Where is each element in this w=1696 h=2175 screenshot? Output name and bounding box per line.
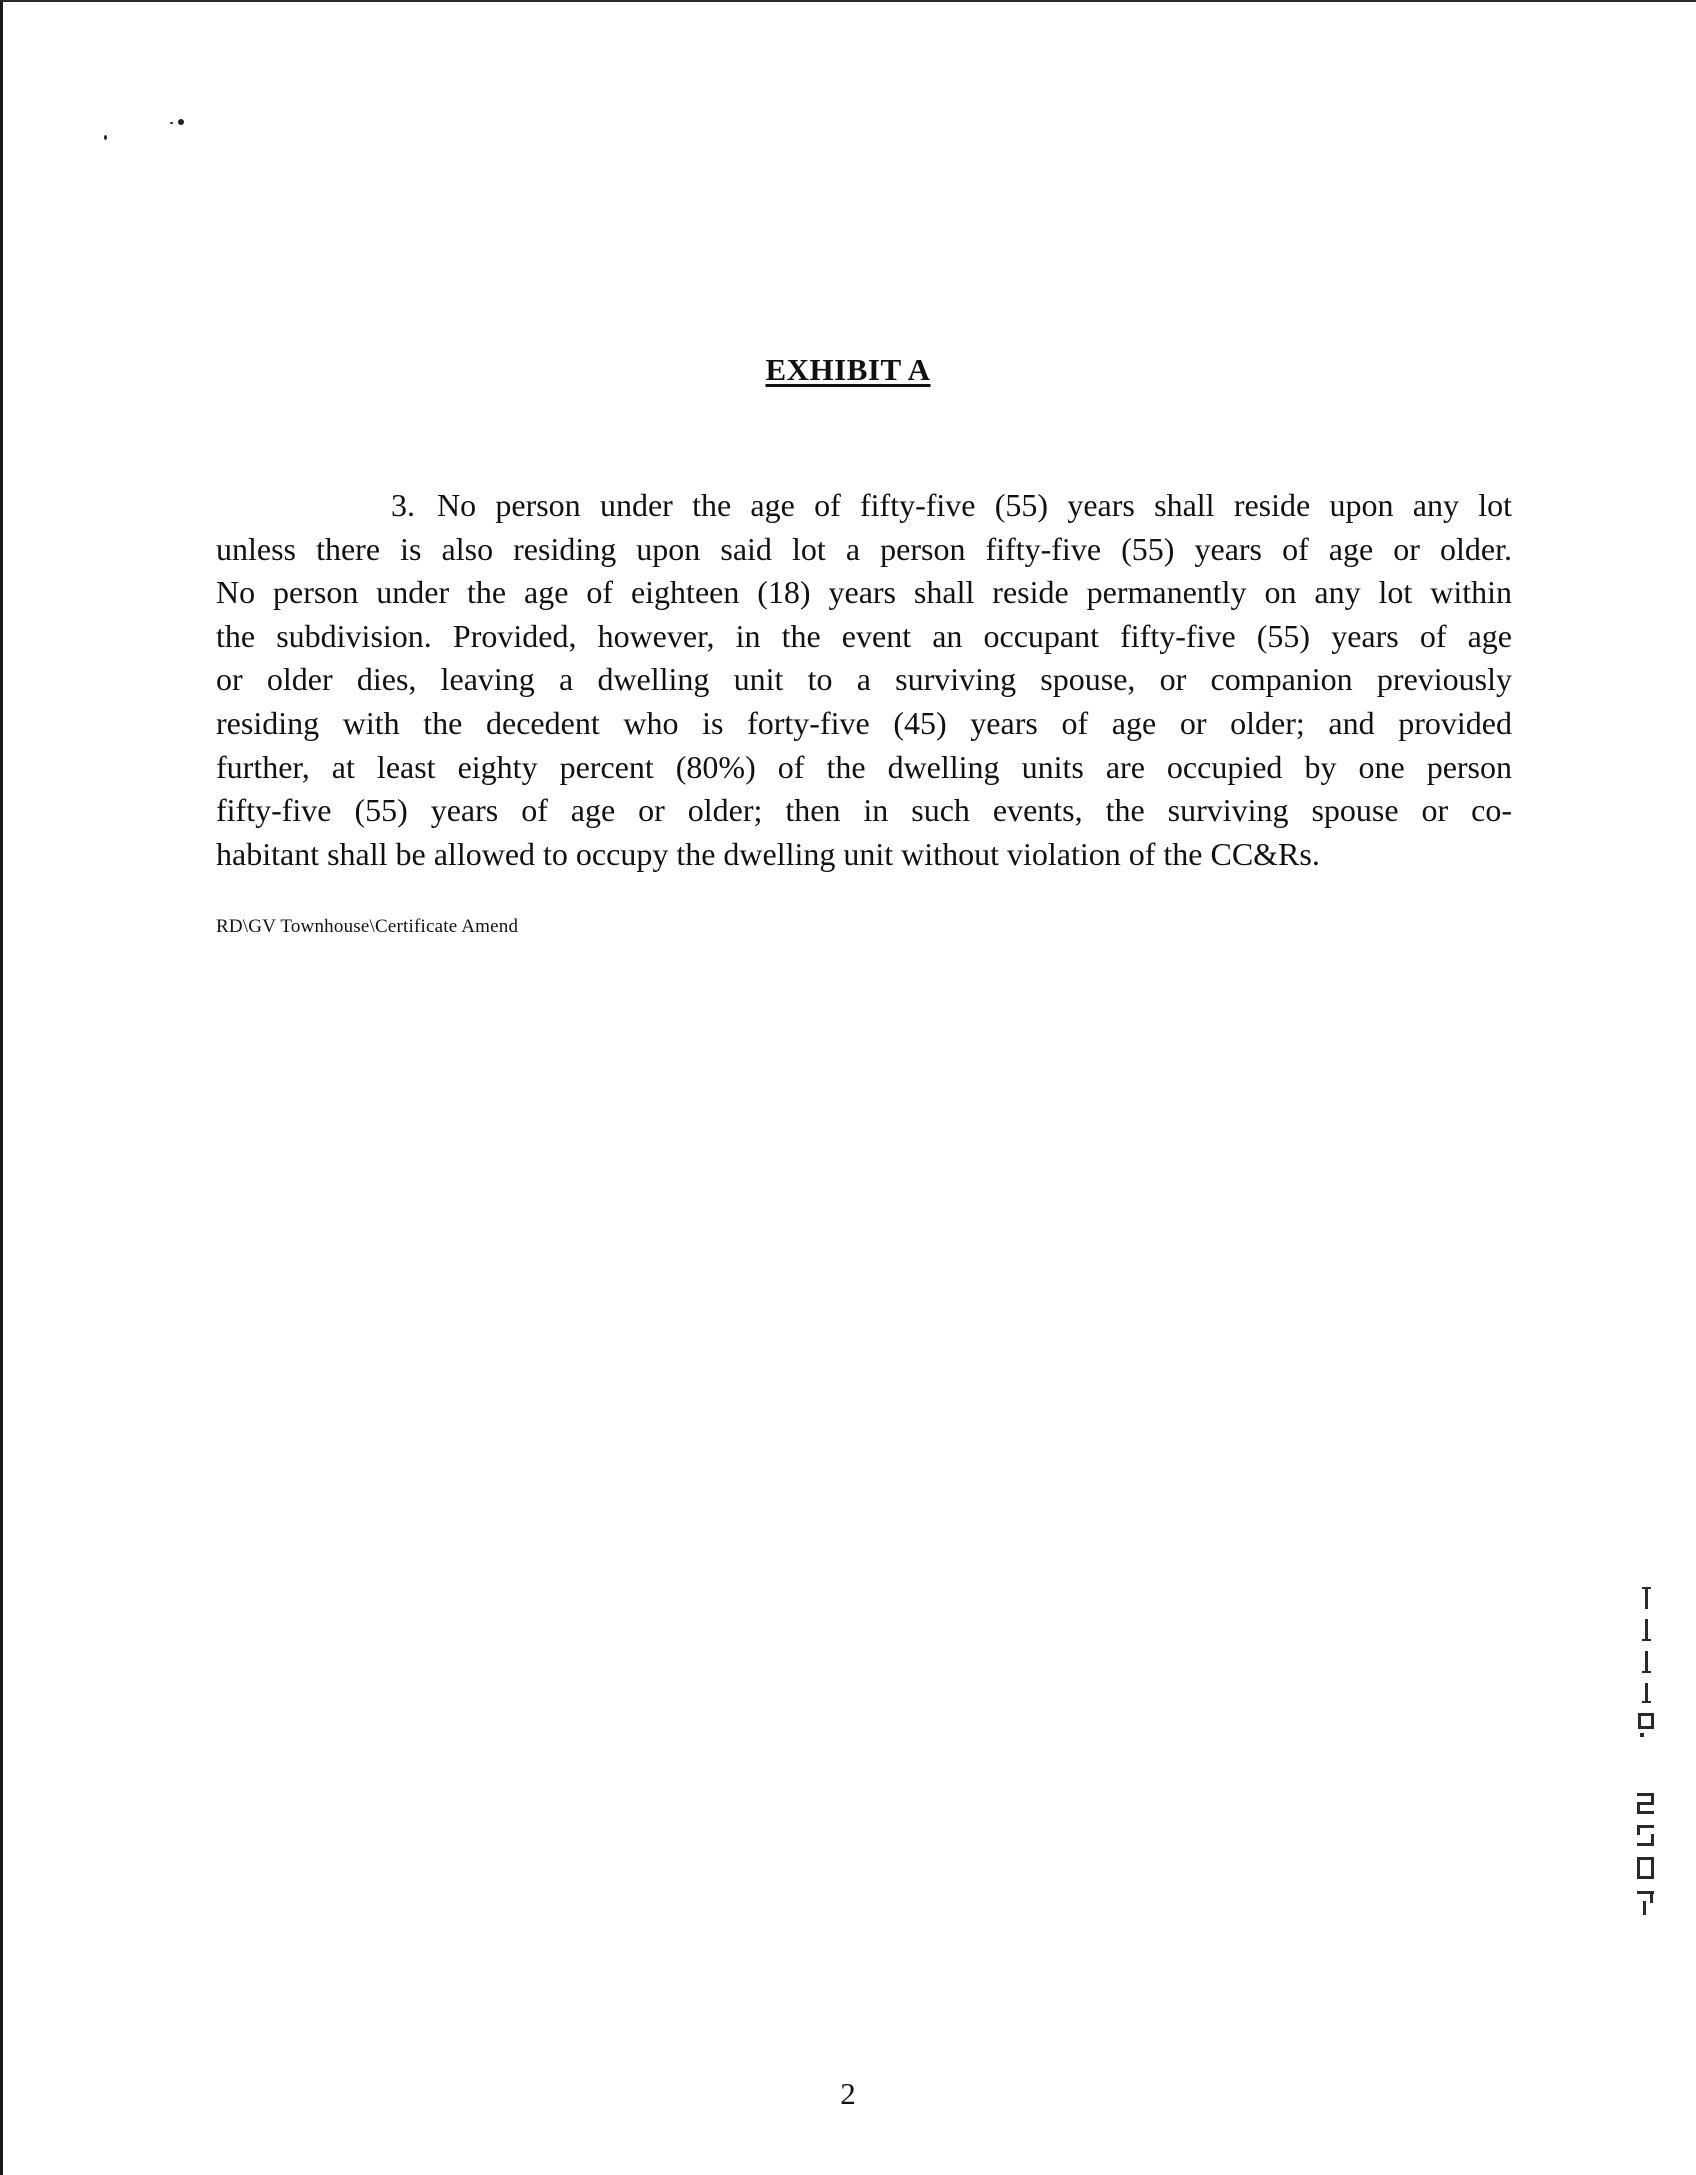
page-number: 2 — [840, 2076, 856, 2111]
paragraph-line: unless there is also residing upon said lot a person fifty-five (55) years of age or older. — [216, 530, 1512, 567]
scan-speck — [178, 119, 184, 125]
paragraph-number: 3. — [391, 487, 415, 523]
paragraph-line: 3. No person under the age of fifty-five (55) years shall reside upon any lot — [391, 487, 1512, 523]
scan-speck — [104, 135, 107, 140]
paragraph-line: or older dies, leaving a dwelling unit to a surviving spouse, or companion previously — [216, 661, 1512, 698]
file-reference: RD\GV Townhouse\Certificate Amend — [216, 916, 519, 937]
exhibit-paragraph — [216, 484, 1512, 876]
exhibit-title: EXHIBIT A — [765, 352, 931, 387]
paragraph-line: further, at least eighty percent (80%) of the dwelling units are occupied by one person — [216, 748, 1512, 785]
scan-speck — [170, 122, 173, 124]
paragraph-line: the subdivision. Provided, however, in the event an occupant fifty-five (55) years of age — [216, 617, 1512, 654]
paragraph-line: No person under the age of eighteen (18) years shall reside permanently on any lot within — [216, 574, 1512, 611]
paragraph-line: residing with the decedent who is forty-five (45) years of age or older; and provided — [216, 704, 1512, 741]
margin-recording-stamp — [1625, 1585, 1665, 1945]
paragraph-line: fifty-five (55) years of age or older; then in such events, the surviving spouse or co- — [216, 792, 1512, 829]
paragraph-line: habitant shall be allowed to occupy the dwelling unit without violation of the CC&Rs. — [216, 835, 1320, 872]
scan-edge-left — [0, 0, 3, 2175]
scan-edge-top — [0, 0, 1696, 2]
